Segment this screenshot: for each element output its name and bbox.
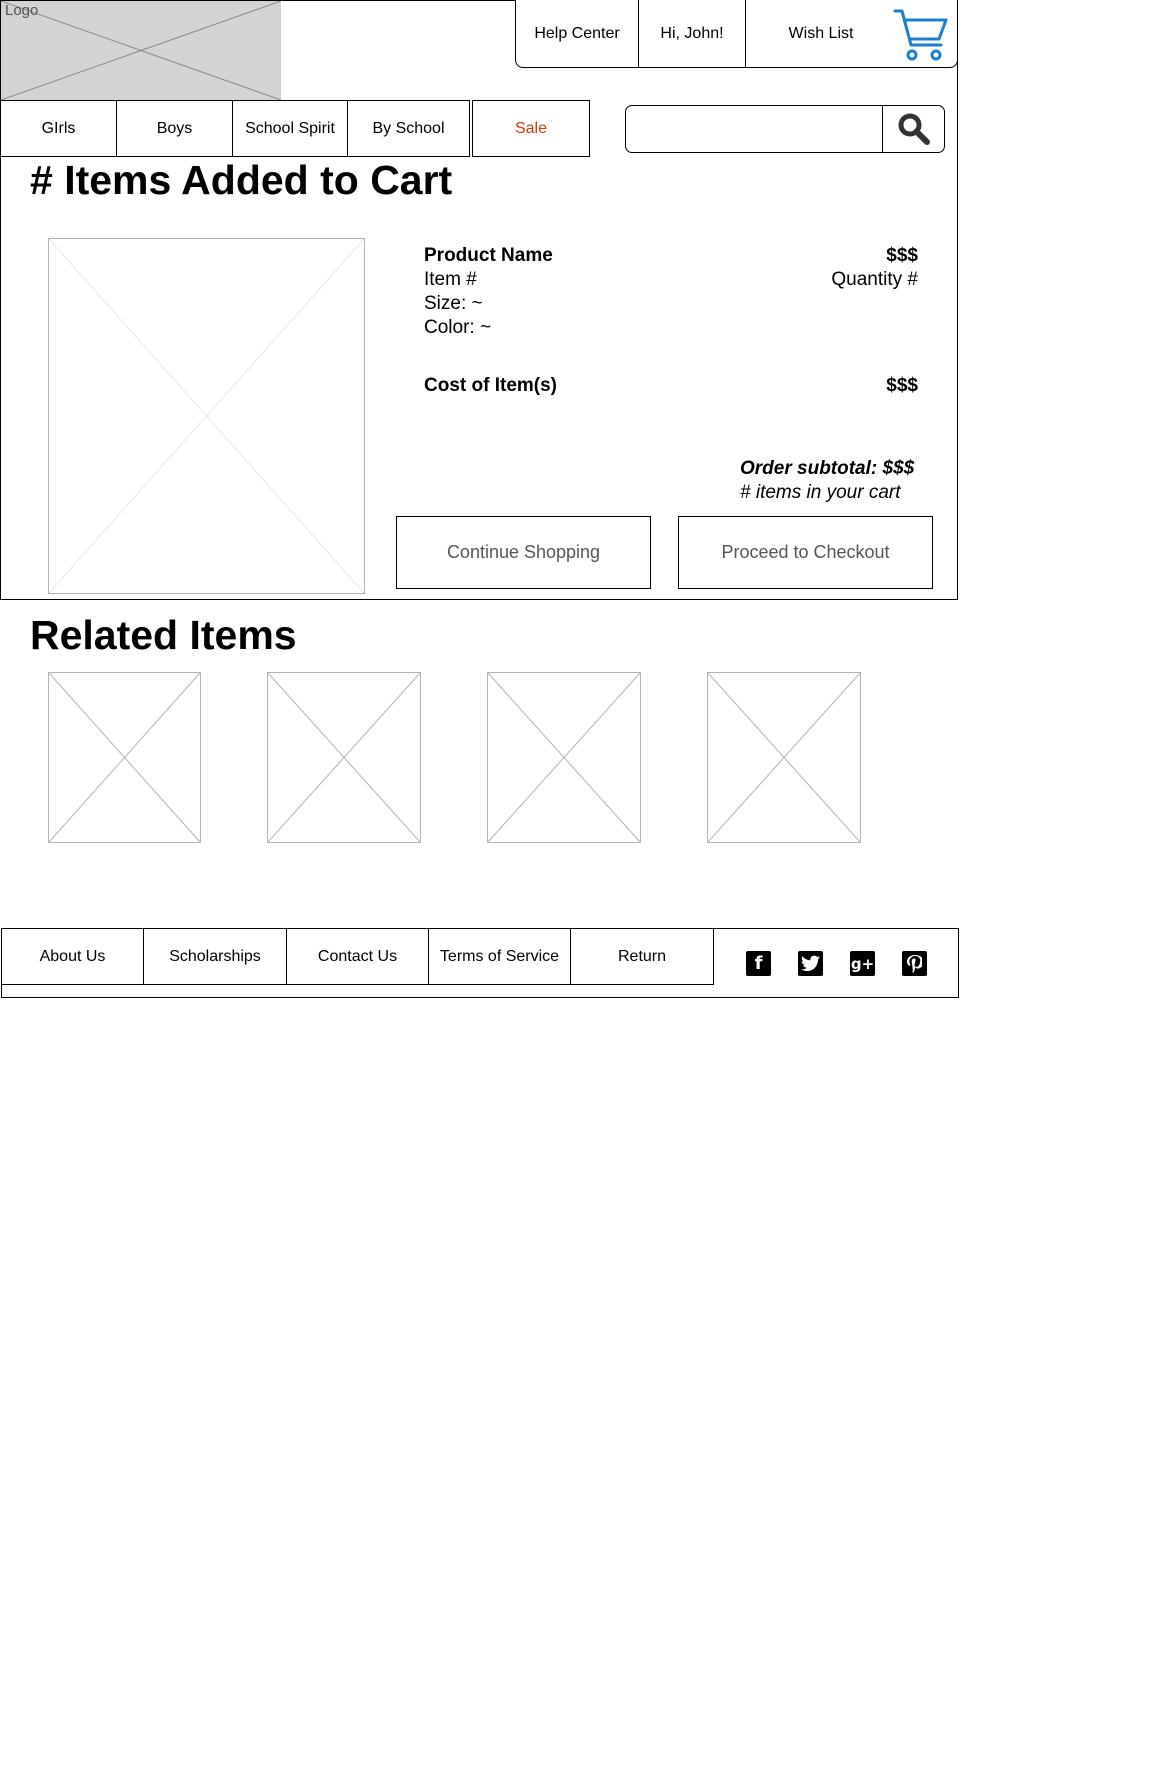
item-size: Size: ~ <box>424 293 483 314</box>
nav-item-girls[interactable]: GIrls <box>0 100 117 157</box>
continue-shopping-button[interactable]: Continue Shopping <box>396 516 651 589</box>
wish-list-link[interactable]: Wish List <box>788 24 854 42</box>
logo-label: Logo <box>5 2 39 19</box>
nav-item-sale[interactable]: Sale <box>472 100 590 157</box>
related-item-2[interactable] <box>267 672 421 843</box>
footer <box>1 928 959 998</box>
product-image[interactable] <box>48 238 365 594</box>
related-item-4[interactable] <box>707 672 861 843</box>
utility-bar <box>515 0 958 68</box>
logo-placeholder-cross <box>1 1 281 100</box>
related-items-title: Related Items <box>30 612 297 658</box>
footer-link-about-us[interactable]: About Us <box>2 929 144 985</box>
cart-button[interactable] <box>886 0 956 67</box>
twitter-icon[interactable] <box>798 951 823 976</box>
pinterest-p-shape <box>907 955 922 973</box>
item-number: Item # <box>424 269 477 290</box>
cost-label: Cost of Item(s) <box>424 375 557 396</box>
order-subtotal: Order subtotal: $$$ <box>740 458 915 479</box>
image-placeholder-cross <box>49 239 364 593</box>
help-center-link[interactable]: Help Center <box>516 0 639 67</box>
cost-value: $$$ <box>886 375 918 396</box>
item-color: Color: ~ <box>424 317 492 338</box>
page-title: # Items Added to Cart <box>30 157 453 203</box>
footer-link-contact-us[interactable]: Contact Us <box>287 929 429 985</box>
user-greeting[interactable]: Hi, John! <box>639 0 746 67</box>
footer-link-return[interactable]: Return <box>571 929 714 985</box>
image-placeholder-cross <box>488 673 640 842</box>
nav-item-boys[interactable]: Boys <box>116 100 233 157</box>
related-item-3[interactable] <box>487 672 641 843</box>
item-quantity[interactable]: Quantity # <box>831 269 918 290</box>
item-price: $$$ <box>886 245 918 266</box>
magnifier-icon <box>897 112 931 146</box>
logo[interactable] <box>1 1 281 100</box>
related-item-1[interactable] <box>48 672 201 843</box>
google-plus-icon[interactable]: g+ <box>850 951 875 976</box>
image-placeholder-cross <box>268 673 420 842</box>
twitter-bird-shape <box>801 955 820 972</box>
search-input[interactable] <box>626 106 903 152</box>
facebook-icon[interactable]: f <box>746 951 771 976</box>
product-name[interactable]: Product Name <box>424 245 553 266</box>
image-placeholder-cross <box>708 673 860 842</box>
proceed-to-checkout-button[interactable]: Proceed to Checkout <box>678 516 933 589</box>
nav-item-school-spirit[interactable]: School Spirit <box>232 100 348 157</box>
search-box <box>625 105 945 153</box>
nav-item-by-school[interactable]: By School <box>347 100 470 157</box>
footer-link-scholarships[interactable]: Scholarships <box>144 929 287 985</box>
items-in-cart: # items in your cart <box>740 482 901 503</box>
shopping-cart-icon <box>892 5 950 63</box>
image-placeholder-cross <box>49 673 200 842</box>
footer-link-terms-of-service[interactable]: Terms of Service <box>429 929 571 985</box>
pinterest-icon[interactable] <box>902 951 927 976</box>
search-button[interactable] <box>882 106 944 152</box>
